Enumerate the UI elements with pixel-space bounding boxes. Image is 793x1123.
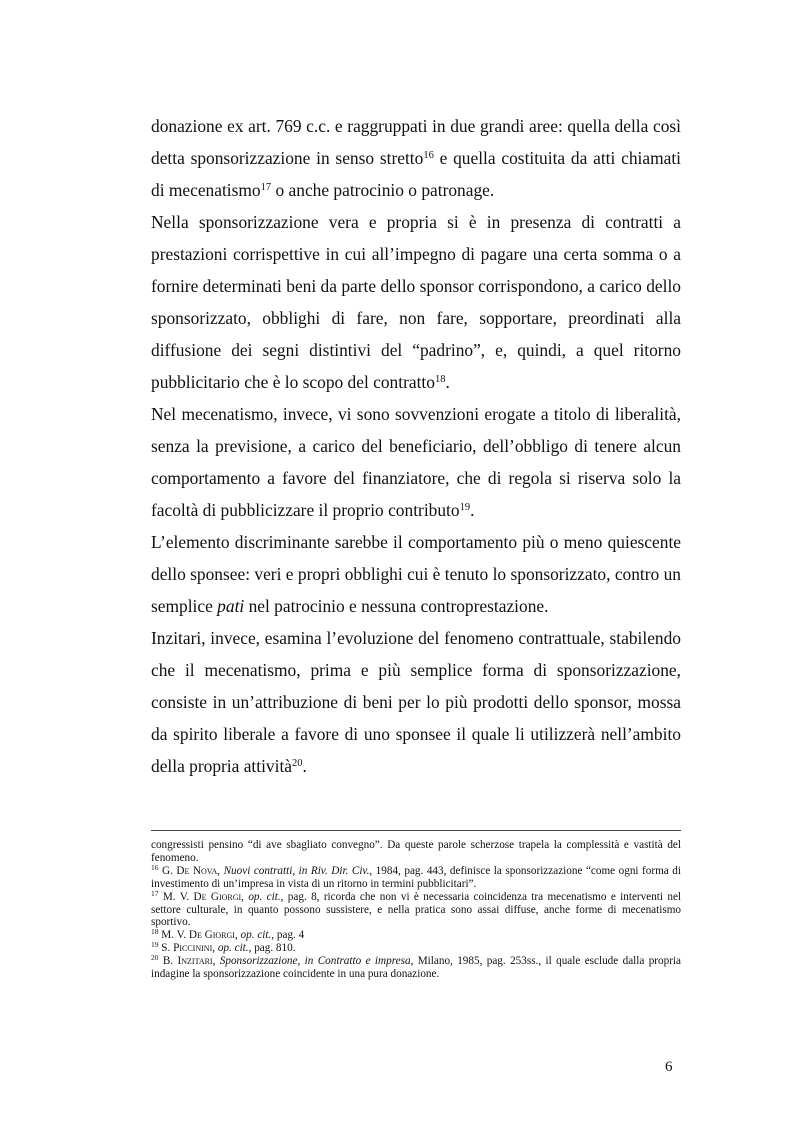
footnote-17-author: De Giorgi (193, 890, 242, 903)
paragraph-3-text-a: Nel mecenatismo, invece, vi sono sovvenzioni erogate a titolo di liberalità, senza la previsione, a carico del beneficiario, dell’obbligo di tenere alcun comportamento a favore del finanziatore, che di regola si riserva solo la facoltà di pubblicizzare il proprio contributo (151, 404, 681, 520)
footnote-19-work: op. cit. (217, 942, 249, 955)
footnote-17-separator: , (241, 890, 249, 903)
footnote-16-work: Nuovi contratti, in Riv. Dir. Civ. (223, 864, 370, 877)
footnote-20-text: , Milano, 1985, pag. 253ss., il quale esclude dalla propria indagine la sponsorizzazione coincidente in una pura donazione. (151, 955, 682, 981)
footnote-18-text: , pag. 4 (271, 929, 305, 942)
footnote-19-text: , pag. 810. (248, 942, 296, 955)
footnote-19-author: Piccinini (173, 942, 213, 955)
paragraph-5-text-a: Inzitari, invece, esamina l’evoluzione del fenomeno contrattuale, stabilendo che il mecenatismo, prima e più semplice forma di sponsorizzazione, consiste in un’attribuzione di beni per lo più prodotti dello sponsor, mossa da spirito liberale a favore di uno sponsee il quale li utilizzerà nell’ambito della propria attività (151, 628, 681, 776)
footnote-19 (151, 942, 681, 955)
paragraph-2-text-b: . (445, 372, 450, 392)
footnote-16 (151, 862, 681, 891)
footnote-ref-18: 18 (434, 374, 446, 385)
footnote-16-separator: , (217, 864, 224, 877)
paragraph-5 (151, 622, 681, 782)
footnote-ref-19: 19 (459, 502, 471, 513)
footnote-16-number: 16 (151, 862, 159, 872)
footnote-separator (151, 830, 681, 831)
paragraph-4-text-a: L’elemento discriminante sarebbe il comportamento più o meno quiescente dello sponsee: veri e propri obblighi cui è tenuto lo sponsorizzato, contro un semplice (151, 532, 681, 616)
footnote-17-text: , pag. 8, ricorda che non vi è necessaria coincidenza tra mecenatismo e interventi nel settore culturale, in quanto possono sussistere, e nella pratica sono assai diffuse, anche forme di mecenatismo sportivo. (151, 890, 682, 929)
paragraph-1-text-b: e quella costituita da atti chiamati di mecenatismo (151, 148, 681, 200)
paragraph-3 (151, 398, 681, 526)
paragraph-2-text-a: Nella sponsorizzazione vera e propria si è in presenza di contratti a prestazioni corrispettive in cui all’impegno di pagare una certa somma o a fornire determinati beni da parte dello sponsor corrispondono, a carico dello sponsorizzato, obblighi di fare, non fare, sopportare, preordinati alla diffusione dei segni distintivi del “padrino”, e, quindi, a quel ritorno pubblicitario che è lo scopo del contratto (151, 212, 681, 392)
page-number: 6 (665, 1059, 673, 1075)
footnote-16-text: , 1984, pag. 443, definisce la sponsorizzazione “come ogni forma di investimento di un’impresa in vista di un ritorno in termini pubblicitari”. (151, 864, 681, 890)
footnote-20-author-initial: B. (162, 955, 178, 968)
paragraph-2 (151, 206, 681, 398)
footnote-20-separator: , (212, 955, 220, 968)
footnote-18-separator: , (234, 929, 241, 942)
footnote-16-author: De Nova (176, 864, 218, 877)
footnote-ref-16: 16 (423, 150, 434, 161)
footnote-18-author: De Giorgi (188, 929, 235, 942)
paragraph-3-text-b: . (470, 500, 475, 520)
footnote-18-number: 18 (151, 927, 159, 937)
footnote-18 (151, 929, 681, 942)
footnote-20-number: 20 (151, 953, 159, 963)
paragraph-4 (151, 526, 681, 622)
footnotes (151, 839, 681, 981)
footnote-19-author-initial: S. (161, 942, 174, 955)
footnote-16-author-initial: G. (162, 864, 177, 877)
footnote-18-work: op. cit. (240, 929, 272, 942)
footnote-19-separator: , (212, 942, 218, 955)
footnote-20-work: Sponsorizzazione, in Contratto e impresa (219, 955, 411, 968)
footnote-17-number: 17 (151, 888, 159, 898)
footnote-19-number: 19 (151, 940, 159, 950)
footnote-17 (151, 888, 682, 930)
paragraph-1 (151, 110, 681, 206)
footnote-continued: congressisti pensino “di ave sbagliato convegno”. Da queste parole scherzose trapela la complessità e vastità del fenomeno. (151, 839, 681, 864)
paragraph-4-italic-term: pati (217, 596, 245, 616)
footnote-ref-17: 17 (260, 182, 272, 193)
paragraph-4-text-b: nel patrocinio e nessuna controprestazione. (244, 596, 549, 616)
footnote-20-author: Inzitari (177, 955, 213, 968)
footnote-ref-20: 20 (292, 758, 303, 769)
body-text (151, 110, 681, 782)
footnote-17-author-initial: M. V. (162, 890, 194, 903)
paragraph-5-text-b: . (302, 756, 307, 776)
footnote-20 (151, 955, 681, 981)
paragraph-1-text-a: donazione ex art. 769 c.c. e raggruppati in due grandi aree: quella della così detta sponsorizzazione in senso stretto (151, 116, 681, 168)
footnote-17-work: op. cit. (248, 890, 281, 903)
paragraph-1-text-c: o anche patrocinio o patronage. (271, 180, 495, 200)
footnote-18-author-initial: M. V. (161, 929, 189, 942)
